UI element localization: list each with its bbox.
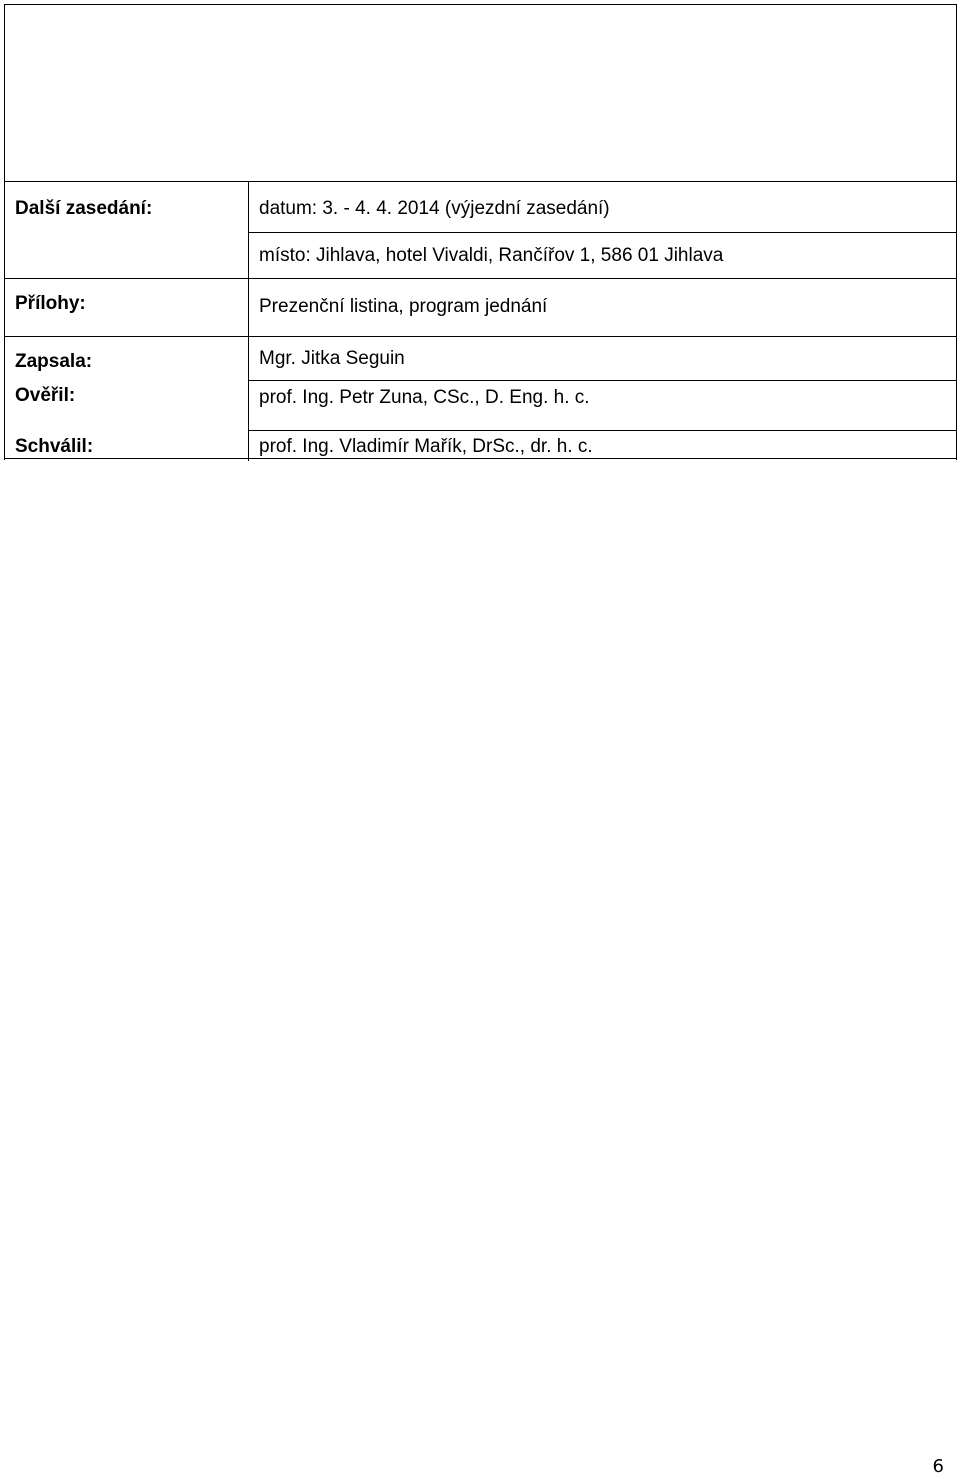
attachments-value: Prezenční listina, program jednání <box>259 296 548 317</box>
row-divider <box>248 232 956 233</box>
verified-by-value: prof. Ing. Petr Zuna, CSc., D. Eng. h. c. <box>259 387 590 408</box>
next-meeting-place: místo: Jihlava, hotel Vivaldi, Rančířov 1, 586 01 Jihlava <box>259 245 724 266</box>
next-meeting-date: datum: 3. - 4. 4. 2014 (výjezdní zasedání) <box>259 198 610 219</box>
approved-by-value: prof. Ing. Vladimír Mařík, DrSc., dr. h. c. <box>259 436 593 457</box>
verified-by-label: Ověřil: <box>15 385 76 406</box>
row-divider <box>5 336 956 337</box>
row-divider <box>248 430 956 431</box>
table-bottom-border <box>4 458 957 459</box>
recorded-by-label: Zapsala: <box>15 351 93 372</box>
page-number: 6 <box>932 1456 944 1477</box>
minutes-table <box>4 4 957 460</box>
approved-by-label: Schválil: <box>15 436 94 457</box>
row-divider <box>248 380 956 381</box>
blank-top-cell <box>5 5 956 182</box>
next-meeting-label: Další zasedání: <box>15 198 153 219</box>
row-divider <box>5 278 956 279</box>
attachments-label: Přílohy: <box>15 293 86 314</box>
recorded-by-value: Mgr. Jitka Seguin <box>259 348 405 369</box>
column-divider <box>248 182 249 461</box>
